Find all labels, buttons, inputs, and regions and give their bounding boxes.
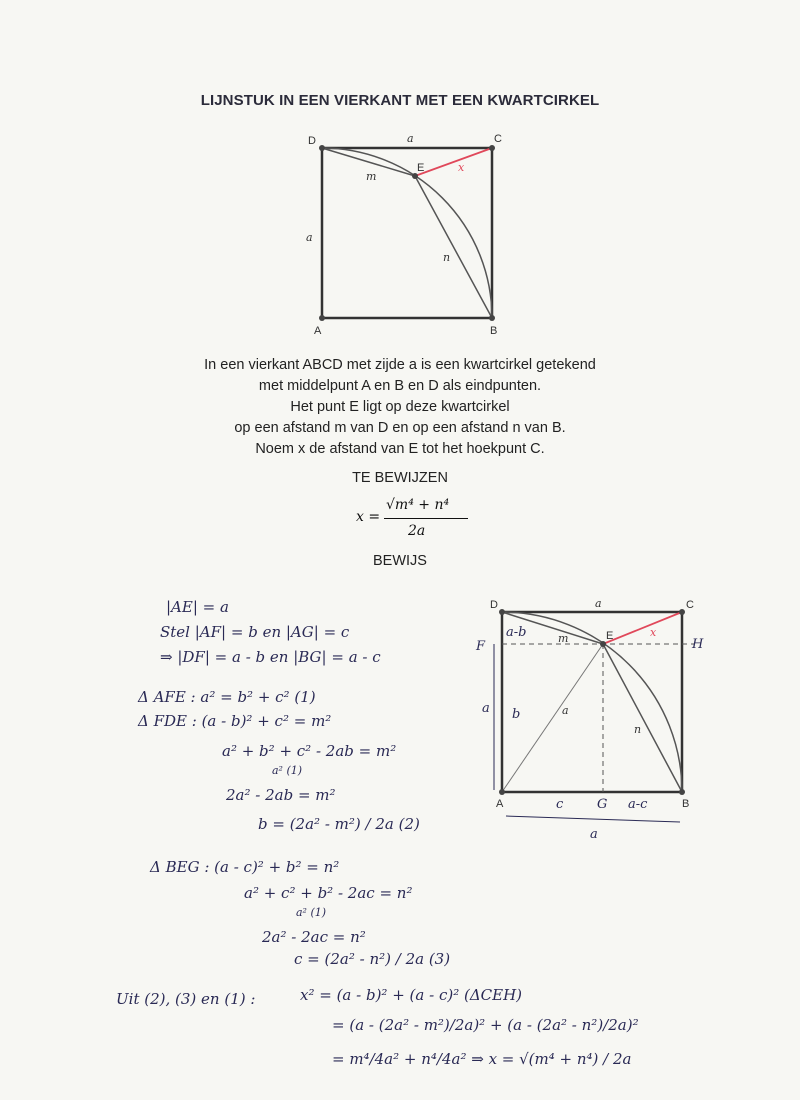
label-e: E (417, 162, 425, 174)
point-a-2 (499, 789, 505, 795)
proof-heading: BEWIJS (373, 553, 427, 569)
proof-line: = m⁴/4a² + n⁴/4a² ⇒ x = √(m⁴ + n⁴) / 2a (332, 1050, 632, 1068)
label-g: G (597, 797, 608, 812)
label-n-2: n (634, 723, 642, 736)
label-c: C (494, 133, 502, 145)
page-title: LIJNSTUK IN EEN VIERKANT MET EEN KWARTCIRKEL (200, 92, 600, 109)
proof-line: a² + b² + c² - 2ab = m² (222, 742, 397, 760)
proof-line: Uit (2), (3) en (1) : (116, 990, 256, 1008)
fraction-bar (384, 518, 468, 519)
label-f: F (476, 639, 486, 654)
point-c (489, 145, 495, 151)
segment-eb (415, 176, 492, 318)
intro-line: op een afstand m van D en op een afstand n van B. (234, 420, 566, 436)
label-top-a: a (595, 597, 602, 610)
segment-ec-x (415, 148, 492, 176)
intro-line: In een vierkant ABCD met zijde a is een kwartcirkel getekend (204, 357, 596, 373)
proof-line: |AE| = a (166, 598, 229, 616)
segment-ec-x-2 (603, 612, 682, 644)
point-c-2 (679, 609, 685, 615)
label-b-2: B (682, 798, 690, 810)
label-a-minus-b: a-b (506, 625, 527, 640)
intro-line: Noem x de afstand van E tot het hoekpunt C. (255, 441, 545, 457)
label-side-left: a (306, 231, 313, 244)
proof-annotation: a² (1) (296, 906, 327, 919)
point-b-2 (679, 789, 685, 795)
label-x-2: x (650, 626, 657, 639)
proof-line: 2a² - 2ab = m² (226, 786, 336, 804)
target-formula (356, 497, 476, 543)
label-a-minus-c: a-c (628, 797, 648, 812)
intro-line: met middelpunt A en B en D als eindpunten. (258, 378, 542, 394)
label-c-2: C (686, 599, 694, 611)
quarter-circle-arc-2 (502, 612, 682, 792)
label-e-2: E (606, 630, 614, 642)
label-h: H (692, 637, 704, 652)
label-a-bottom: a (590, 827, 598, 842)
label-side-top: a (407, 132, 414, 145)
proof-line: ⇒ |DF| = a - b en |BG| = a - c (160, 648, 381, 666)
label-a-left: a (482, 701, 490, 716)
label-x: x (458, 161, 465, 174)
label-a: A (314, 325, 322, 337)
proof-line: Δ FDE : (a - b)² + c² = m² (138, 712, 332, 730)
proof-line: a² + c² + b² - 2ac = n² (244, 884, 413, 902)
point-d-2 (499, 609, 505, 615)
label-d-2: D (490, 599, 498, 611)
label-a-2: A (496, 798, 504, 810)
proof-line: Δ AFE : a² = b² + c² (1) (138, 688, 316, 706)
label-m: m (366, 170, 377, 183)
formula-denominator: 2a (408, 523, 426, 539)
label-b: b (512, 707, 521, 722)
to-prove-heading: TE BEWIJZEN (352, 470, 448, 486)
segment-eb-2 (603, 644, 682, 792)
point-d (319, 145, 325, 151)
formula-lhs: x = (356, 509, 381, 525)
label-c: c (556, 797, 564, 812)
label-a-diag: a (562, 704, 569, 717)
label-d: D (308, 135, 316, 147)
label-b: B (490, 325, 498, 337)
point-a (319, 315, 325, 321)
intro-line: Het punt E ligt op deze kwartcirkel (290, 399, 510, 415)
label-n: n (443, 251, 451, 264)
proof-line: 2a² - 2ac = n² (262, 928, 366, 946)
arrow-bottom-side (506, 816, 680, 822)
formula-numerator: √m⁴ + n⁴ (386, 497, 450, 513)
problem-statement (0, 355, 800, 460)
figure-proof-construction (470, 594, 710, 844)
proof-line: = (a - (2a² - m²)/2a)² + (a - (2a² - n²)/2a)² (332, 1016, 639, 1034)
proof-line: Stel |AF| = b en |AG| = c (160, 623, 350, 641)
proof-line: b = (2a² - m²) / 2a (2) (258, 815, 420, 833)
figure-square-quarter-circle (300, 128, 520, 338)
point-b (489, 315, 495, 321)
proof-line: Δ BEG : (a - c)² + b² = n² (150, 858, 340, 876)
square-abcd-2 (502, 612, 682, 792)
proof-line: c = (2a² - n²) / 2a (3) (294, 950, 451, 968)
proof-line: x² = (a - b)² + (a - c)² (ΔCEH) (300, 986, 523, 1004)
proof-annotation: a² (1) (272, 764, 303, 777)
label-m-2: m (558, 632, 569, 645)
